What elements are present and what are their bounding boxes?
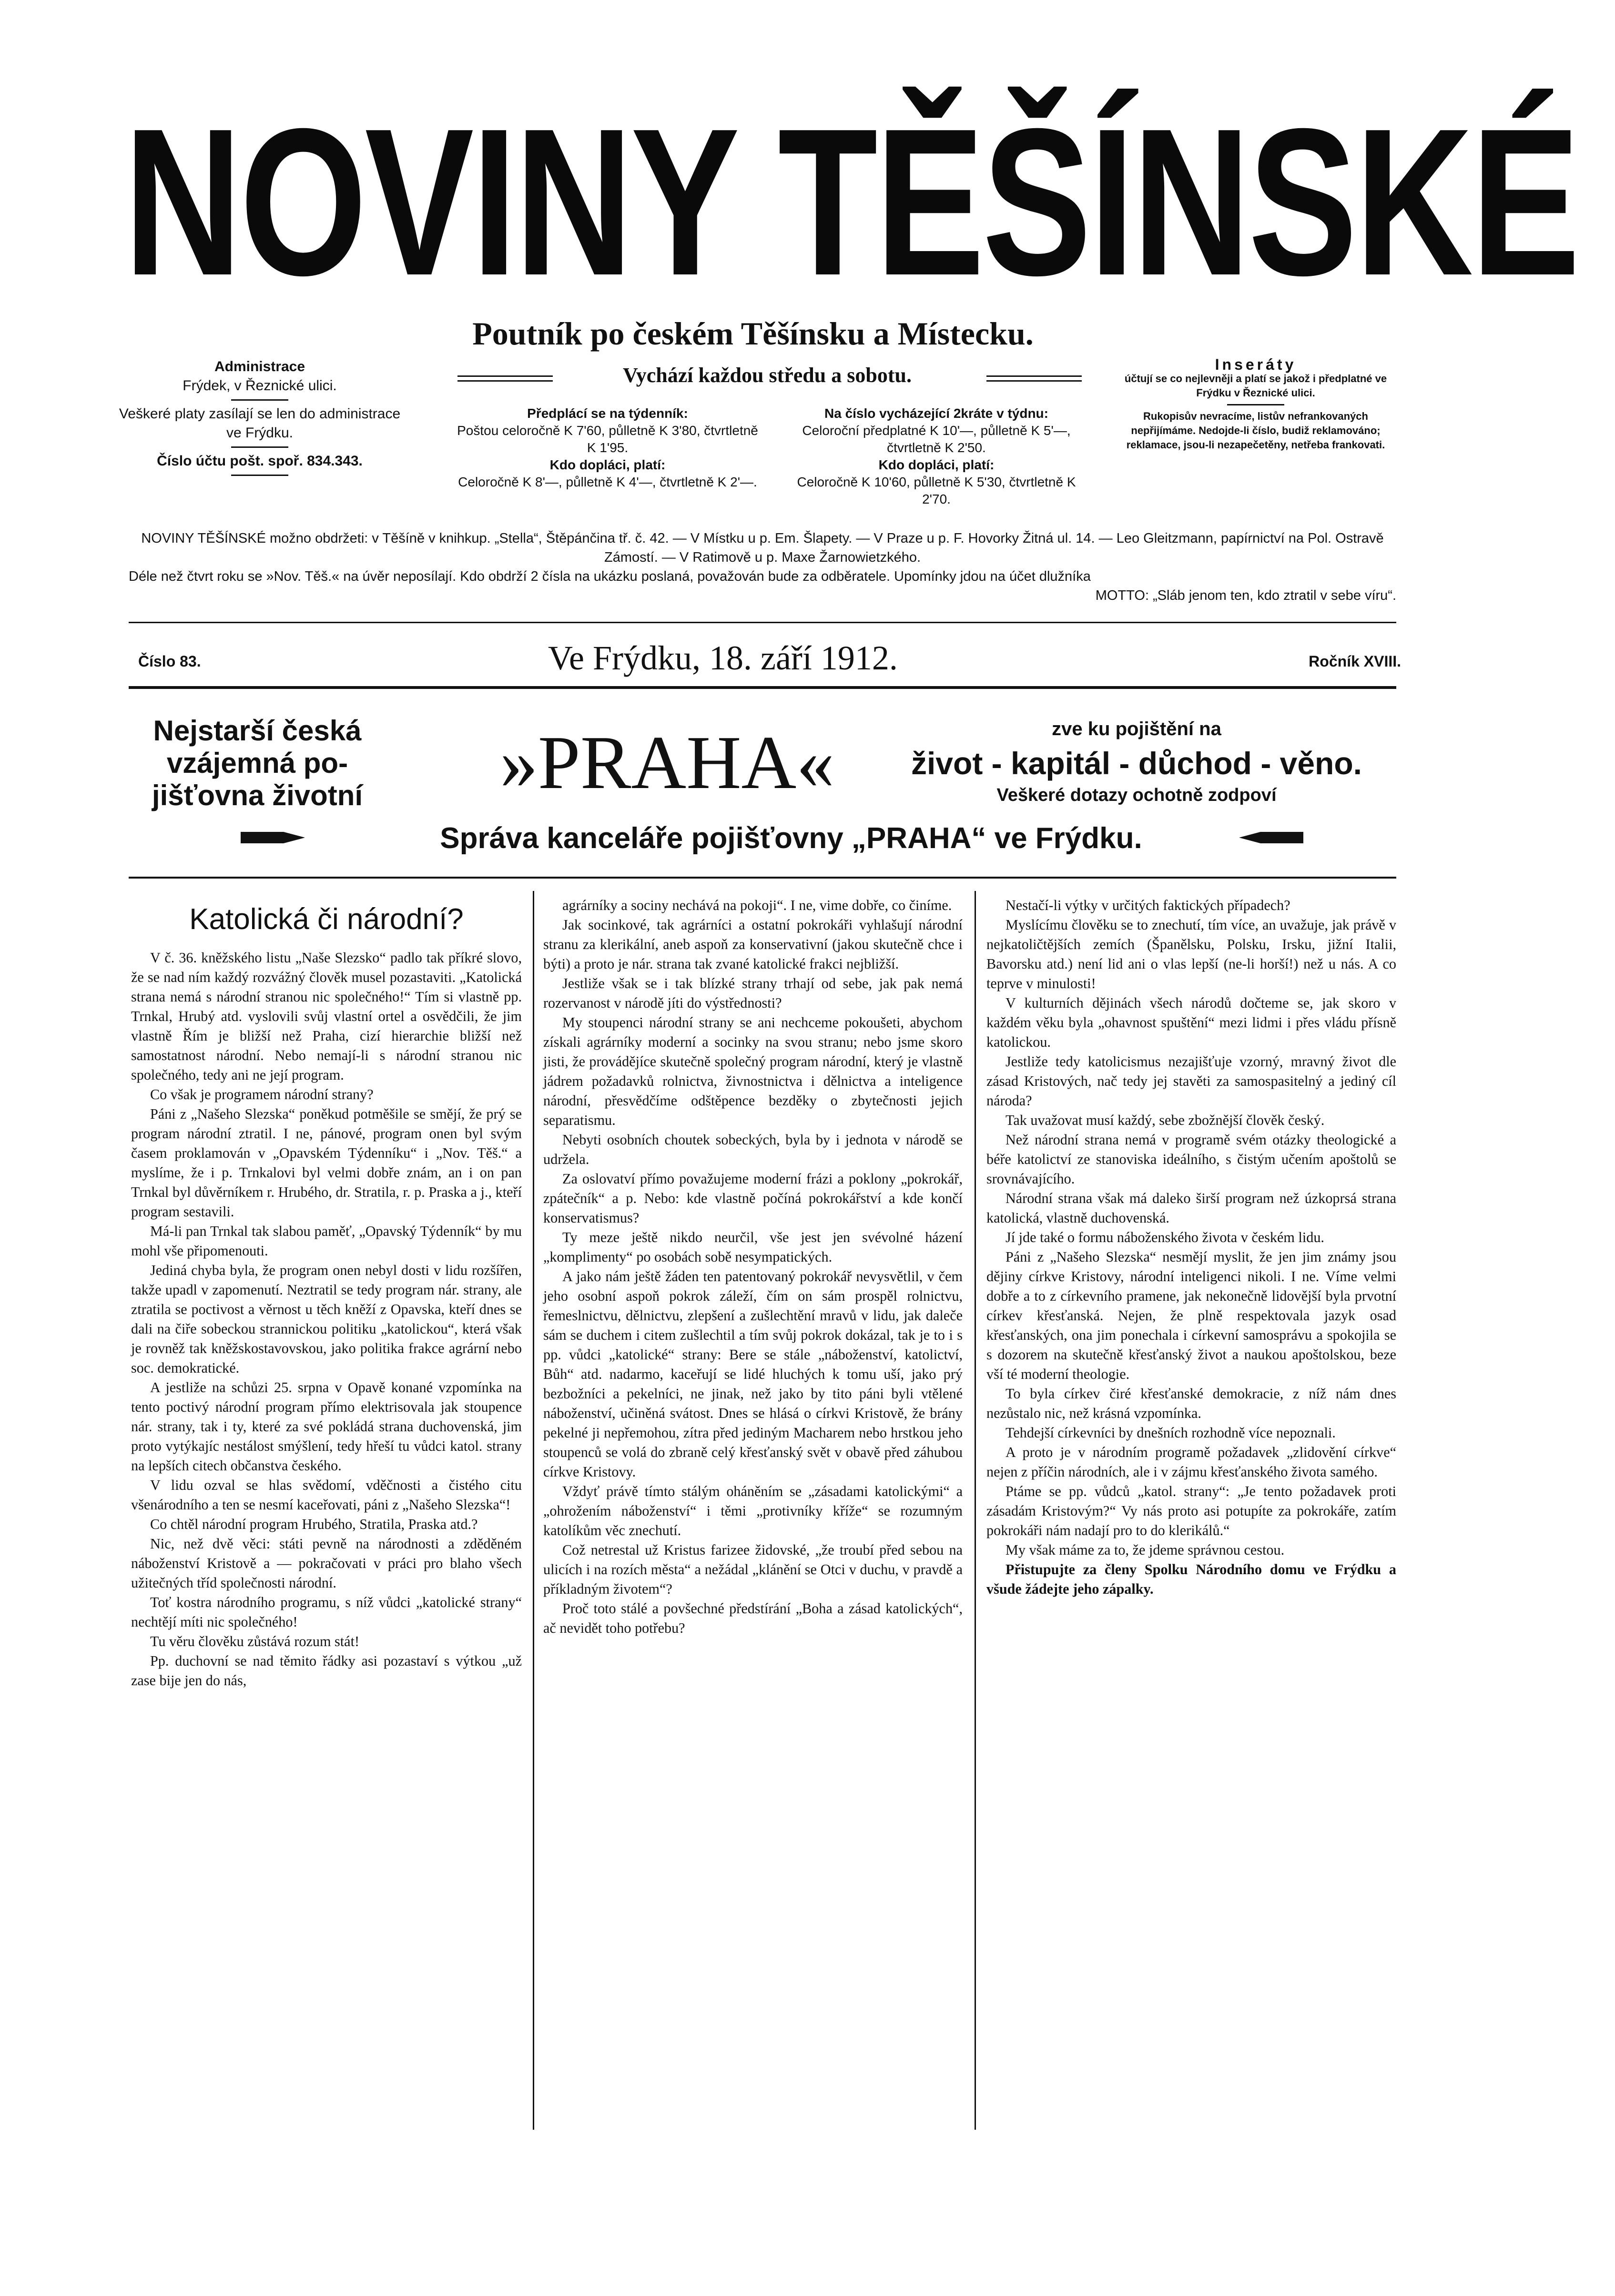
administration-address: Frýdek, v Řeznické ulici. [183, 378, 337, 394]
administration-account: Číslo účtu pošt. spoř. 834.343. [157, 453, 363, 469]
inserts-heading: Inseráty [1215, 356, 1297, 373]
article-paragraph: Než národní strana nemá v programě svém otázky theologické a béře katolictví ze stanoviska ideálního, s čistým učením apoštolů se srovnávajícího. [986, 1132, 1396, 1187]
issue-number: Číslo 83. [138, 653, 201, 670]
sub-weekly-local: Celoročně K 8'—, půlletně K 4'—, čtvrtletně K 2'—. [458, 475, 757, 489]
administration-heading: Administrace [214, 359, 305, 374]
dateline [138, 638, 1401, 681]
article-paragraph: Páni z „Našeho Slezska“ poněkud potměšile se smějí, že prý se program národní ztratil. I ne, pánové, program onen byl svým časem proklamován v „Opavském Týdenníku“ i „Nov. Těš.“ a myslíme, že i p. Trnkalovi byl velmi dobře znám, an i on pan Trnkal byl důvěrníkem r. Hrubého, dr. Stratila, r. p. Praska a j., kteří program sestavili. [131, 1106, 522, 1220]
ad-right-line3: Veškeré dotazy ochotně zodpoví [996, 785, 1277, 805]
sub-weekly-post: Poštou celoročně K 7'60, půlletně K 3'80, čtvrtletně K 1'95. [457, 423, 758, 455]
article-paragraph: A jestliže na schůzi 25. srpna v Opavě konané vzpomínka na tento poctivý národní program přímo elektrisovala jak stoupence nár. strany, tak i ty, které za své pokládá strana duchovenská, jim proto vytýkajíc nestálost smýšlení, tedy hřeší tu vůdci katol. strany na lepších citech občanstva českého. [131, 1379, 522, 1474]
article-column-3-body [986, 896, 1396, 1599]
article-paragraph: agrárníky a sociny nechává na pokoji“. I ne, vime dobře, co činíme. [562, 897, 952, 913]
article-paragraph: Páni z „Našeho Slezska“ nesmějí myslit, že jen jim známy jsou dějiny církve Kristovy, národní inteligenci nikoli. I ne. Víme velmi dobře a to z církevního pramene, jak nekonečně lidovější byla prvotní církev křesťanská. Nejen, že plně respektovala jazyk osad křesťanských, ona jim ponechala i církevní samosprávu a spokojila se s dozorem na skutečně křesťanský život a naukou apoštolskou, beze vší té moderní theologie. [986, 1249, 1396, 1382]
column-divider [533, 891, 534, 2130]
article-paragraph: Národní strana však má daleko širší program než úzkoprsá strana katolická, vlastně duchovenská. [986, 1190, 1396, 1226]
administration-payments: Veškeré platy zasílají se len do administrace ve Frýdku. [119, 406, 401, 441]
article-paragraph: Pp. duchovní se nad těmito řádky asi pozastaví s výtkou „už zase bije jen do nás, [131, 1653, 522, 1689]
distribution-terms: Déle než čtvrt roku se »Nov. Těš.« na úvěr neposílají. Kdo obdrží 2 čísla na ukázku poslaná, považován bude za odběratele. Upomínky jdou na účet dlužníka [129, 569, 1091, 584]
issue-date: Ve Frýdku, 18. září 1912. [548, 639, 898, 677]
article-paragraph: V kulturních dějinách všech národů dočteme se, jak skoro v každém věku byla „ohavnost spuštění“ mezi lidmi i přes vládu přísně katolickou. [986, 995, 1396, 1050]
article-paragraph: Ty meze ještě nikdo neurčil, vše jest jen svévolné házení „komplimenty“ po osobách sobě nesympatických. [543, 1229, 963, 1265]
sub-twice-local-heading: Kdo dopláci, platí: [878, 457, 995, 472]
publication-schedule: Vychází každou středu a sobotu. [623, 364, 912, 387]
ad-brand: »PRAHA« [499, 720, 835, 805]
article-paragraph: My však máme za to, že jdeme správnou cestou. [1006, 1542, 1285, 1558]
article-paragraph: Co však je programem národní strany? [150, 1086, 374, 1102]
article-paragraph: Vždyť právě tímto stálým oháněním se „zásadami katolickými“ a „ohrožením náboženství“ i těmi „protivníky kříže“ se rozumným katolíkům věc znechutí. [543, 1483, 963, 1538]
inserts-box [1115, 357, 1396, 452]
inserts-text: účtují se co nejlevněji a platí se jakož i předplatné ve Frýdku v Řeznické ulici. [1124, 373, 1387, 399]
distribution-info [129, 529, 1396, 605]
article-title: Katolická či národní? [189, 903, 464, 936]
article-paragraph: Jak socinkové, tak agrárníci a ostatní pokrokáři vyhlašují národní stranu za klerikální, aneb aspoň za konservativní (jakou skutečně chce i býti) a proto je nár. strana tak zvané katolické frakci nejbližší. [543, 917, 963, 972]
column-divider [975, 891, 976, 2130]
divider [231, 399, 288, 401]
article-paragraph: A proto je v národním programě požadavek „zlidovění církve“ nejen z příčin národních, ale i v zájmu křesťanského života samého. [986, 1444, 1396, 1480]
article-paragraph: Tehdejší církevníci by dnešních rozhodně více nepoznali. [1006, 1425, 1336, 1441]
article-paragraph: Jí jde také o formu náboženského života v českém lidu. [1006, 1229, 1324, 1245]
article-paragraph: Myslícímu člověku se to znechutí, tím více, an uvažuje, jak právě v nejkatoličtějších zemích (Španělsku, Polsku, Irsku, jižní Italii, Bavorsku atd.) není lid ani o vlas lepší (ne-li horší!) než u nás. A co teprve v minulosti! [986, 917, 1396, 991]
article-paragraph: Za oslovatví přímo považujeme moderní frázi a poklony „pokrokář, zpátečník“ a p. Nebo: kde vlastně počíná pokrokářství a kde končí konservatismus? [543, 1171, 963, 1226]
divider [231, 446, 288, 448]
article-paragraph: V č. 36. kněžského listu „Naše Slezsko“ padlo tak příkré slovo, že se nad ním každý rozvážný člověk musel pozastaviti. „Katolická strana nemá s národní stranou nic společného!“ Tím si vlastně pp. Trnkal, Hrubý atd. vyslovili svůj vlastní ortel a osvědčili, že jim vlastně Řím je bližší než Praha, cizí hierarchie bližší než samostatnost národní. Nebo nemají-li s národní stranou nic společného, tedy ani ne její program. [131, 950, 522, 1083]
article-paragraph: Přistupujte za členy Spolku Národního domu ve Frýdku a všude žádejte jeho zápalky. [986, 1561, 1396, 1597]
ad-right-line1: zve ku pojištění na [1052, 718, 1221, 739]
article-paragraph: V lidu ozval se hlas svědomí, vděčnosti a čistého citu všenárodního a ten se nesmí kaceřovati, páni z „Našeho Slezska“! [131, 1477, 522, 1513]
ad-bottom-text: Správa kanceláře pojišťovny „PRAHA“ ve Frýdku. [440, 822, 1142, 855]
administration-box [110, 357, 410, 480]
article-paragraph: To byla církev čiré křesťanské demokracie, z níž nám dnes nezůstalo nic, než krásná vzpomínka. [986, 1386, 1396, 1421]
sub-twice-post: Celoroční předplatné K 10'—, půlletně K 5'—, čtvrtletně K 2'50. [802, 423, 1071, 455]
article-paragraph: Ptáme se pp. vůdců „katol. strany“: „Je tento požadavek proti zásadám Kristovým?“ Vy nás proto asi potupíte za pokrokáře, zatím pokrokáři nám nadají pro to do klerikálů.“ [986, 1483, 1396, 1538]
article-paragraph: Jestliže tedy katolicismus nezajišťuje vzorný, mravný život dle zásad Kristových, nač tedy jej stavěti za samospasitelný a jediný cíl národa? [986, 1053, 1396, 1109]
motto: MOTTO: „Sláb jenom ten, kdo ztratil v sebe víru“. [1095, 588, 1396, 603]
pointing-hand-icon [1234, 827, 1306, 851]
article-paragraph: Tu věru člověku zůstává rozum stát! [150, 1633, 360, 1649]
masthead-subtitle: Poutník po českém Těšínsku a Místecku. [472, 315, 1034, 352]
divider [231, 475, 288, 476]
ad-rule [129, 877, 1396, 879]
article-paragraph: Což netrestal už Kristus farizee židovské, „že troubí před sebou na ulicích i na rozích města“ a nežádal „klánění se Otci v duchu, v pravdě a příkladným životem“? [543, 1542, 963, 1597]
sub-weekly-heading: Předplácí se na týdenník: [527, 406, 688, 421]
article-column-3 [986, 896, 1396, 1599]
article-paragraph: Proč toto stálé a povšechné předstírání „Boha a zásad katolických“, ač nevidět toho potřebu? [543, 1600, 963, 1636]
article-paragraph: Má-li pan Trnkal tak slabou paměť, „Opavský Týdenník“ by mu mohl vše připomenouti. [131, 1223, 522, 1259]
article-paragraph: Nic, než dvě věci: státi pevně na národnosti a zděděném náboženství Kristově a — pokračovati v práci pro blaho všech užitečných tříd společnosti národní. [131, 1536, 522, 1591]
ad-left-text: Nejstarší česká vzájemná pojišťovna životní [152, 715, 363, 811]
article-paragraph: Toť kostra národního programu, s níž vůdci „katolické strany“ nechtějí míti nic společného! [131, 1594, 522, 1630]
ad-right-line2: život - kapitál - důchod - věno. [911, 746, 1362, 781]
sub-weekly-local-heading: Kdo dopláci, platí: [549, 457, 666, 472]
masthead-title: NOVINY TĚŠÍNSKÉ [124, 85, 1578, 319]
dateline-rule [129, 686, 1396, 689]
article-paragraph: My stoupenci národní strany se ani nechceme pokoušeti, abychom získali agrárníky moderní a socinky na svou stranu; nebo jsme skoro jisti, že provádějíce skutečně společný program národní, který je vlastně jádrem požadavků rolnictva, živnostnictva i dělnictva a inteligence národní, přesvědčíme odštěpence bezděky o zbytečnosti jejich separatismu. [543, 1014, 963, 1128]
article-paragraph: Nestačí-li výtky v určitých faktických případech? [1006, 897, 1290, 913]
article-paragraph: A jako nám ještě žáden ten patentovaný pokrokář nevysvětlil, v čem jeho osobní aspoň pokrok záleží, čím on sám prospěl rolnictvu, řemeslnictvu, dělnictvu, zlepšení a zušlechtění mravů v lidu, jak daleče sám se duchem i citem zušlechtil a tím svůj pokrok dokázal, tak je to i s pp. vůdci „katolické“ strany: Bere se stále „náboženství, katolictví, Bůh“ atd. nadarmo, kaceřují se lidé hluchých k tomu uší, jako prý bezbožníci a pekelníci, ne jinak, než jako by tito páni byli vtělené náboženství, učiněná svátost. Dnes se hlásá o církvi Kristově, že brány pekelné ji nepřemohou, zítra před jediným Macharem nebo hrstkou jeho stoupenců se volá do zbraně celý křesťanský svět v obavě před záhubou církve Kristovy. [543, 1268, 963, 1480]
pointing-hand-icon [238, 827, 310, 851]
article-paragraph: Co chtěl národní program Hrubého, Stratila, Praska atd.? [150, 1516, 478, 1532]
article-column-1-body [131, 948, 522, 1690]
article-paragraph: Nebyti osobních choutek sobeckých, byla by i jednota v národě se udržela. [543, 1132, 963, 1167]
inserts-rules: Rukopisův nevracíme, listův nefrankovaných nepřijímáme. Nedojde-li číslo, budiž reklamováno; reklamace, jsou-li nezapečetěny, netřeba frankovati. [1126, 410, 1385, 451]
article-paragraph: Jestliže však se i tak blízké strany trhají od sebe, jak pak nemá rozervanost v národě jíti do výstřednosti? [543, 975, 963, 1011]
subscription-twice [782, 405, 1091, 508]
praha-advertisement [124, 715, 1406, 877]
sub-twice-heading: Na číslo vycházející 2kráte v týdnu: [824, 406, 1048, 421]
sub-twice-local: Celoročně K 10'60, půlletně K 5'30, čtvrtletně K 2'70. [797, 475, 1076, 506]
article-paragraph: Jediná chyba byla, že program onen nebyl dosti v lidu rozšířen, takže upadl v zapomenutí. Neztratil se tedy program nár. strany, ale ztratila se poctivost a věrnost u těch kněží z Opavska, kteří dnes se dali na čiře sobeckou strannickou politiku „katolickou“, která však je rovněž tak kněžskostavovskou, jako politika frakce agrární nebo soc. demokratické. [131, 1262, 522, 1376]
article-column-1 [131, 900, 522, 1690]
article-paragraph: Tak uvažovat musí každý, sebe zbožnější člověk český. [1006, 1112, 1325, 1128]
header-rule [129, 622, 1396, 623]
divider [1227, 404, 1284, 405]
subscription-weekly [453, 405, 762, 491]
distribution-outlets: NOVINY TĚŠÍNSKÉ možno obdržeti: v Těšíně v knihkup. „Stella“, Štěpánčina tř. č. 42. — V Místku u p. Em. Šlapety. — V Praze u p. F. Hovorky Žitná ul. 14. — Leo Gleitzmann, papírnictví na Pol. Ostravě Zámostí. — V Ratimově u p. Maxe Žarnowietzkého. [141, 531, 1384, 565]
article-column-2-body [543, 896, 963, 1638]
volume-number: Ročník XVIII. [1309, 653, 1401, 670]
article-column-2 [543, 896, 963, 1638]
ad-right-text [867, 715, 1406, 807]
